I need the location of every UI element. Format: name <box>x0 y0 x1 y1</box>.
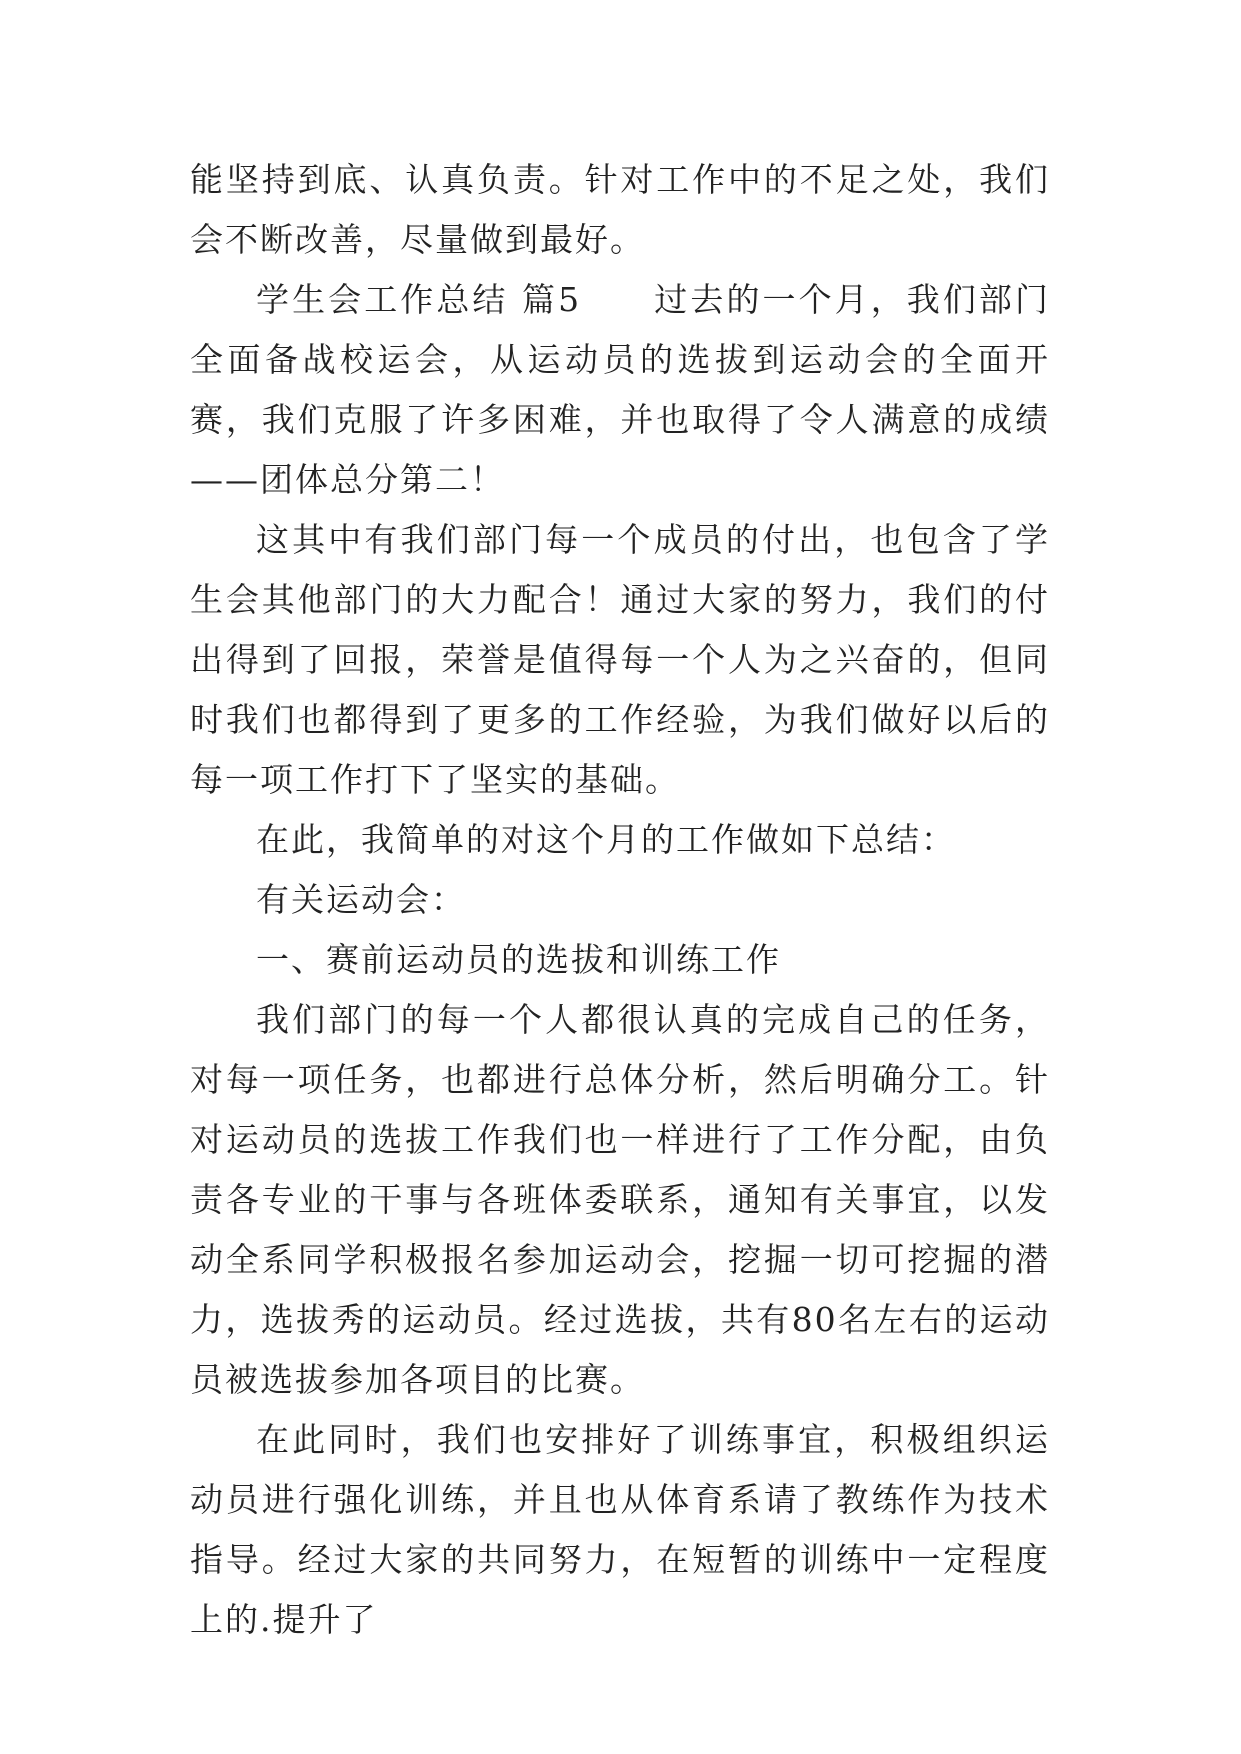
paragraph-6: 一、赛前运动员的选拔和训练工作 <box>256 940 781 979</box>
paragraph-2: 学生会工作总结 篇5 过去的一个月，我们部门全面备战校运会，从运动员的选拔到运动会的全面开赛，我们克服了许多困难，并也取得了令人满意的成绩——团体总分第二！ <box>190 280 1050 499</box>
paragraph-1: 能坚持到底、认真负责。针对工作中的不足之处，我们会不断改善，尽量做到最好。 <box>190 160 1050 259</box>
paragraph-8: 在此同时，我们也安排好了训练事宜，积极组织运动员进行强化训练，并且也从体育系请了教练作为技术指导。经过大家的共同努力，在短暂的训练中一定程度上的.提升了 <box>190 1420 1050 1639</box>
paragraph-5: 有关运动会： <box>256 880 466 919</box>
paragraph-3: 这其中有我们部门每一个成员的付出，也包含了学生会其他部门的大力配合！通过大家的努力，我们的付出得到了回报，荣誉是值得每一个人为之兴奋的，但同时我们也都得到了更多的工作经验，为我们做好以后的每一项工作打下了坚实的基础。 <box>190 520 1050 799</box>
paragraph-7: 我们部门的每一个人都很认真的完成自己的任务，对每一项任务，也都进行总体分析，然后明确分工。针对运动员的选拔工作我们也一样进行了工作分配，由负责各专业的干事与各班体委联系，通知有关事宜，以发动全系同学积极报名参加运动会，挖掘一切可挖掘的潜力，选拔秀的运动员。经过选拔，共有80名左右的运动员被选拔参加各项目的比赛。 <box>190 1000 1050 1399</box>
document-body <box>190 150 1050 1650</box>
paragraph-4: 在此，我简单的对这个月的工作做如下总结： <box>256 820 956 859</box>
